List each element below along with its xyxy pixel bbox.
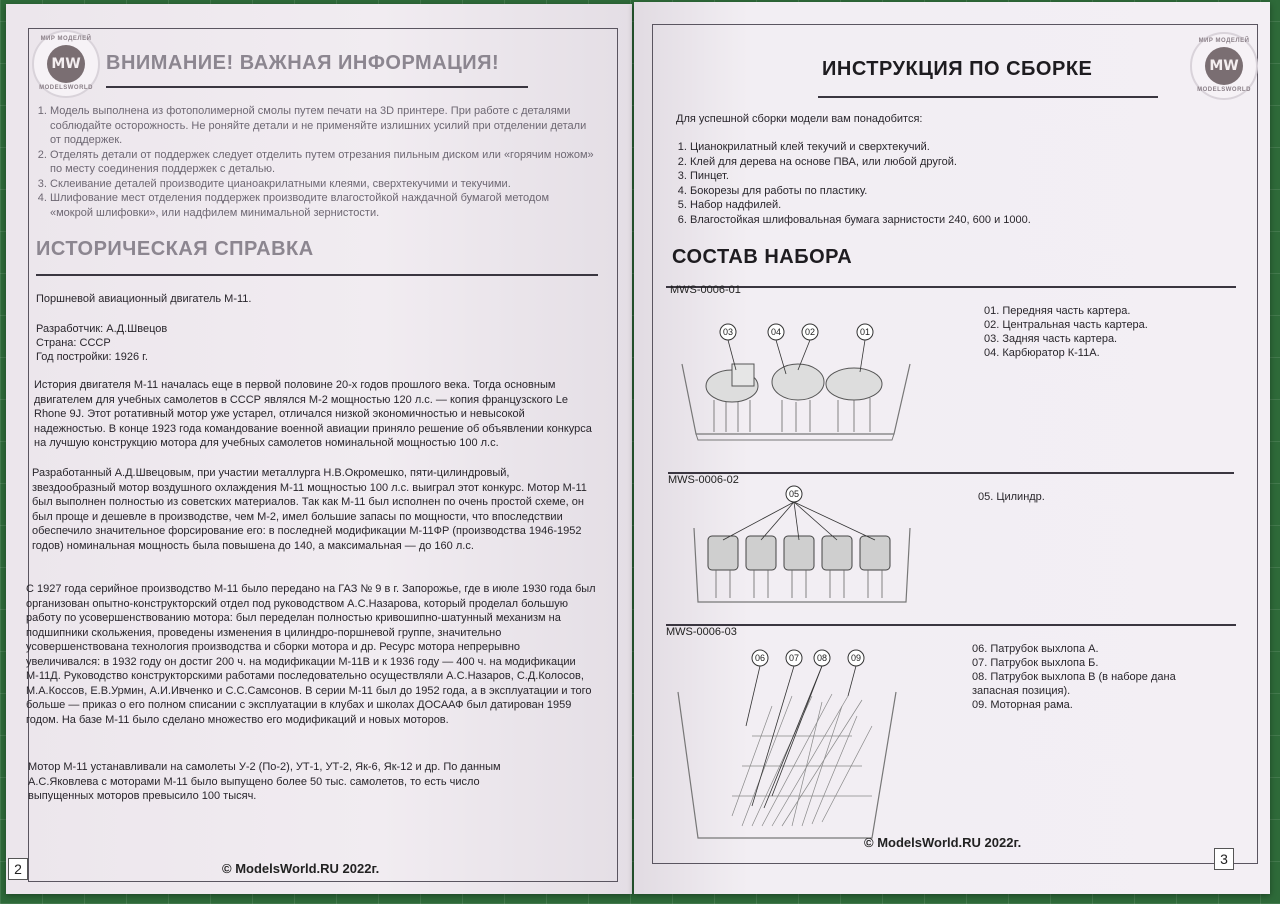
section-code: MWS-0006-02 (668, 474, 739, 486)
parts-sprue-2-drawing (690, 484, 916, 608)
tool-item: 2. Клей для дерева на основе ПВА, или любой другой. (690, 155, 1214, 170)
need-intro: Для успешной сборки модели вам понадобится: (676, 113, 923, 125)
section-divider (668, 472, 1234, 474)
heading-underline (106, 86, 528, 88)
history-underline (36, 274, 598, 276)
parts-list-2 (978, 490, 1238, 504)
callout-label: 06 (754, 653, 766, 663)
logo-mw-icon: MW (47, 45, 85, 83)
logo-subtext: MODELSWORLD (39, 85, 93, 91)
parts-sprue-3-drawing (672, 646, 904, 846)
parts-list-3 (972, 642, 1182, 712)
attention-list (34, 104, 594, 220)
tool-item: 1. Цианокрилатный клей текучий и сверхтекучий. (690, 140, 1214, 155)
history-heading: ИСТОРИЧЕСКАЯ СПРАВКА (36, 238, 314, 260)
logo-text: МИР МОДЕЛЕЙ (1198, 38, 1250, 44)
part-item: 09. Моторная рама. (972, 699, 1073, 711)
callout-label: 01 (859, 327, 871, 337)
tools-block (674, 140, 1214, 227)
modelsworld-logo (32, 30, 100, 98)
tool-item: 6. Влагостойкая шлифовальная бумага зарнистости 240, 600 и 1000. (690, 213, 1214, 228)
section-divider (666, 624, 1236, 626)
callout-label: 02 (804, 327, 816, 337)
part-item: 08. Патрубок выхлопа В (в наборе дана запасная позиция). (972, 671, 1176, 697)
left-page (6, 4, 632, 894)
developer-line: Разработчик: А.Д.Швецов (36, 323, 168, 335)
attention-list-block (34, 104, 594, 220)
right-page (634, 2, 1270, 894)
part-item: 03. Задняя часть картера. (984, 333, 1118, 345)
callout-label: 09 (850, 653, 862, 663)
parts-sprue-1-drawing (678, 314, 918, 444)
part-item: 05. Цилиндр. (978, 491, 1045, 503)
part-item: 07. Патрубок выхлопа Б. (972, 657, 1099, 669)
page-number: 3 (1214, 848, 1234, 870)
callout-label: 03 (722, 327, 734, 337)
part-item: 04. Карбюратор К-11А. (984, 347, 1100, 359)
assembly-underline (818, 96, 1158, 98)
section-code: MWS-0006-01 (670, 284, 741, 296)
attention-heading: ВНИМАНИЕ! ВАЖНАЯ ИНФОРМАЦИЯ! (106, 52, 500, 74)
parts-list-1 (984, 304, 1244, 360)
part-item: 06. Патрубок выхлопа А. (972, 643, 1099, 655)
history-paragraph-3: С 1927 года серийное производство М-11 было передано на ГАЗ № 9 в г. Запорожье, где в июле 1930 года был организован опытно-конструкторский отдел под руководством А.С.Назарова, который проделал большую работу по усовершенствованию мотора: был переделан полностью кривошипно-шатунный механизм на подшипники скольжения, проведены изменения в цилиндро-поршневой группе, значительно усовершенствована технология производства и сборки мотора и др. Ресурс мотора непрерывно увеличивался: в 1932 году он достиг 200 ч. на модификации М-11В и к 1936 году — 400 ч. на модификации М-11Д. Руководство конструкторскими работами последовательно осуществляли А.С.Назаров, С.Д.Колосов, М.А.Коссов, Е.В.Урмин, А.И.Ивченко и С.С.Самсонов. В серии М-11 был до 1952 года, а в эксплуатации и того больше — приказ о его полном списании с эксплуатации в клубах и школах ДОСААФ был датирован 1959 годом. На базе М-11 было сделано множество его модификаций и новых моторов. (26, 583, 596, 726)
logo-mw-icon: MW (1205, 47, 1243, 85)
callout-label: 07 (788, 653, 800, 663)
page-number: 2 (8, 858, 28, 880)
callout-label: 04 (770, 327, 782, 337)
logo-text: МИР МОДЕЛЕЙ (40, 36, 92, 42)
attention-item: 4. Шлифование мест отделения поддержек производите влагостойкой наждачной бумагой методом «мокрой шлифовки», или надфилем минимальной зернистости. (50, 191, 594, 220)
tool-item: 3. Пинцет. (690, 169, 1214, 184)
copyright-footer: © ModelsWorld.RU 2022г. (222, 861, 380, 876)
attention-item: 2. Отделять детали от поддержек следует отделить путем отрезания пильным диском или «горячим ножом» по месту соединения поддержек с деталью. (50, 148, 594, 177)
country-line: Страна: СССР (36, 337, 111, 349)
section-divider (666, 286, 1236, 288)
copyright-footer: © ModelsWorld.RU 2022г. (864, 835, 1022, 850)
modelsworld-logo (1190, 32, 1258, 100)
tool-item: 4. Бокорезы для работы по пластику. (690, 184, 1214, 199)
year-line: Год постройки: 1926 г. (36, 351, 148, 363)
history-intro: Поршневой авиационный двигатель М-11. (36, 293, 252, 305)
part-item: 02. Центральная часть картера. (984, 319, 1148, 331)
tools-list (674, 140, 1214, 227)
history-paragraph-4: Мотор М-11 устанавливали на самолеты У-2 (По-2), УТ-1, УТ-2, Як-6, Як-12 и др. По данным А.С.Яковлева с моторами М-11 было выпущено более 50 тыс. самолетов, то есть число выпущенных моторов превысило 100 тысяч. (28, 761, 501, 802)
callout-label: 05 (788, 489, 800, 499)
attention-item: 3. Склеивание деталей производите цианоакрилатными клеями, сверхтекучими и текучими. (50, 177, 594, 192)
assembly-heading: ИНСТРУКЦИЯ ПО СБОРКЕ (822, 58, 1093, 80)
tool-item: 5. Набор надфилей. (690, 198, 1214, 213)
history-paragraph-2: Разработанный А.Д.Швецовым, при участии металлурга Н.В.Окромешко, пяти-цилиндровый, звездообразный мотор воздушного охлаждения М-11 мощностью 100 л.с. выиграл этот конкурс. Мотор М-11 был выполнен полностью из советских материалов. Так как М-11 был исполнен по очень простой схеме, он был проще и дешевле в производстве, чем М-2, имел большие запасы по мощности, что впоследствии обеспечило значительное форсирование его: в последней модификации М-11ФР (производства 1946-1952 годов) номинальная мощность была повышена до 140, а максимальная — до 160 л.с. (32, 467, 587, 552)
section-code: MWS-0006-03 (666, 626, 737, 638)
callout-label: 08 (816, 653, 828, 663)
part-item: 01. Передняя часть картера. (984, 305, 1131, 317)
history-paragraph-1: История двигателя М-11 началась еще в первой половине 20-х годов прошлого века. Тогда основным двигателем для учебных самолетов в СССР являлся М-2 мощностью 120 л.с. — копия французского Le Rhone 9J. Этот ротативный мотор уже устарел, отличался низкой экономичностью и невысокой надежностью. В конце 1923 года командование военной авиации приняло решение об объявлении конкурса на лучшую конструкцию мотора для учебных самолетов номинальной мощностью 100 л.с. (34, 379, 592, 449)
logo-subtext: MODELSWORLD (1197, 87, 1251, 93)
kit-heading: СОСТАВ НАБОРА (672, 246, 853, 268)
attention-item: 1. Модель выполнена из фотополимерной смолы путем печати на 3D принтере. При работе с деталями соблюдайте осторожность. Не роняйте детали и не применяйте излишних усилий при отделении детали от поддержек. (50, 104, 594, 148)
